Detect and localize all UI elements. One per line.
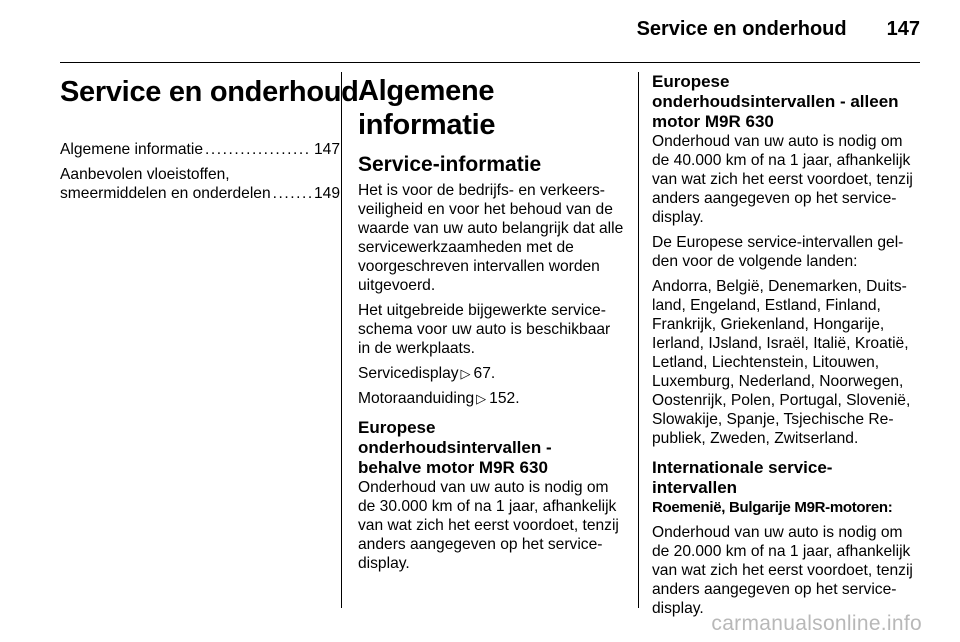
toc-entry-general[interactable] (60, 140, 340, 159)
toc-leader (205, 140, 312, 159)
paragraph: Het uitgebreide bijgewerkte service-schema voor uw auto is beschikbaar in de werkplaats. (358, 302, 611, 357)
section-title (358, 418, 624, 478)
toc-page: 147 (313, 141, 340, 158)
toc-page: 149 (313, 185, 340, 202)
reference-label: Servicedisplay (358, 365, 459, 382)
section-title-line: behalve motor M9R 630 (358, 458, 548, 477)
country-list: Andorra, België, Denemarken, Duits-land, Engeland, Estland, Finland, Frankrijk, Griekenland, Hongarije, Ierland, IJsland, Israël, Italië, Kroatië, Letland, Liechtenstein, Litouwen, Luxemburg, Nederland, Noorwegen, Oostenrijk, Polen, Portugal, Slovenië, Slowakije, Spanje, Tsjechische Re-publiek, Zweden, Zwitserland. (652, 278, 911, 447)
cross-reference[interactable] (358, 364, 624, 383)
section-title-line: Internationale service- (652, 458, 833, 477)
toc-entry-fluids[interactable] (60, 165, 340, 203)
section-heading: Algemene informatie (358, 75, 496, 141)
header-rule (60, 62, 920, 63)
section-title-line: Europese (358, 418, 436, 437)
section-title (652, 72, 920, 132)
toc-label: Algemene informatie (60, 141, 204, 158)
section-title (652, 458, 920, 498)
subsection-label: Roemenië, Bulgarije M9R-motoren: (652, 499, 893, 516)
section-title-line: Europese (652, 72, 730, 91)
reference-page: 67. (473, 365, 496, 382)
column-divider-left (341, 72, 342, 608)
column-divider-right (638, 72, 639, 608)
paragraph: Onderhoud van uw auto is nodig om de 30.000 km of na 1 jaar, afhankelijk van wat zich het eerst voordoet, tenzij anders aangegeven op het service-display. (358, 479, 619, 572)
header-title: Service en onderhoud (636, 18, 847, 40)
paragraph: Het is voor de bedrijfs- en verkeers-veiligheid en voor het behoud van de waarde van uw auto belangrijk dat alle servicewerkzaamheden met de voorgeschreven intervallen worden uitgevoerd. (358, 182, 624, 294)
subsection-heading: Service-informatie (358, 153, 542, 176)
page-number: 147 (886, 18, 920, 40)
content-column-right (652, 72, 920, 617)
page-header (60, 18, 920, 46)
paragraph: De Europese service-intervallen gel-den voor de volgende landen: (652, 234, 904, 270)
reference-arrow-icon: ▷ (476, 391, 487, 406)
section-title-line: onderhoudsintervallen - alleen (652, 92, 899, 111)
watermark: carmanualsonline.info (711, 612, 922, 635)
paragraph: Onderhoud van uw auto is nodig om de 20.000 km of na 1 jaar, afhankelijk van wat zich het eerst voordoet, tenzij anders aangegeven op het service-display. (652, 524, 913, 617)
reference-label: Motoraanduiding (358, 390, 475, 407)
toc-column (60, 72, 359, 612)
section-title-line: motor M9R 630 (652, 112, 774, 131)
section-title-line: intervallen (652, 478, 738, 497)
reference-page: 152. (489, 390, 520, 407)
cross-reference[interactable] (358, 389, 624, 408)
content-column-middle (358, 72, 624, 612)
toc-leader (273, 184, 312, 203)
section-title-line: onderhoudsintervallen - (358, 438, 552, 457)
toc-label-line1: Aanbevolen vloeistoffen, (60, 166, 230, 183)
toc-label-line2: smeermiddelen en onderdelen (60, 185, 271, 202)
paragraph: Onderhoud van uw auto is nodig om de 40.000 km of na 1 jaar, afhankelijk van wat zich het eerst voordoet, tenzij anders aangegeven op het service-display. (652, 133, 913, 226)
chapter-title: Service en onderhoud (60, 76, 359, 108)
reference-arrow-icon: ▷ (460, 366, 471, 381)
